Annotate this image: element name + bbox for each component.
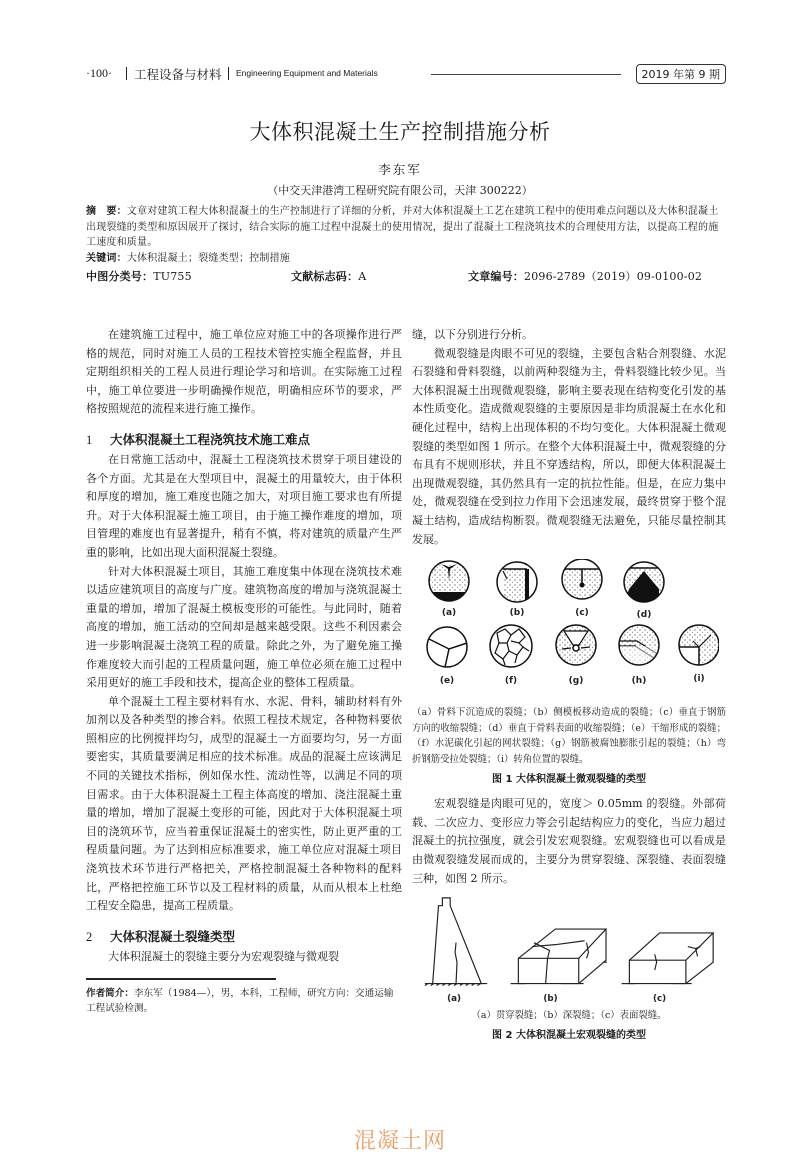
article-title: 大体积混凝土生产控制措施分析 bbox=[249, 120, 551, 144]
section-2-heading bbox=[86, 926, 402, 948]
footnote-label: 作者简介： bbox=[86, 987, 134, 999]
doc-code-label: 文献标志码： bbox=[291, 270, 359, 283]
article-no-label: 文章编号： bbox=[468, 270, 524, 283]
panel-g bbox=[554, 625, 598, 667]
section-title: 大体积混凝土工程浇筑技术施工难点 bbox=[110, 431, 311, 447]
fig1-label-a: (a) bbox=[441, 608, 457, 619]
article-number bbox=[468, 269, 702, 285]
fig2-label-c: (c) bbox=[652, 994, 667, 1005]
footnote-rule bbox=[86, 978, 276, 980]
author-footnote bbox=[86, 986, 402, 1016]
paragraph: 单个混凝土工程主要材料有水、水泥、骨料，辅助材料有外加剂以及各种类型的掺合料。依照工程技术规定，各种物料要依照相应的比例搅拌均匀，成型的混凝土一方面要均匀，另一方面要密实，其质量要满足相应的技术标准。成品的混凝土应该满足不同的关键技术指标，例如保水性、流动性等，以满足不同的项目需求。由于大体积混凝土工程主体高度的增加、浇注混凝土重量的增加，增加了混凝土变形的可能，因此对于大体积混凝土项目的浇筑环节，应当着重保证混凝土的密实性，防止更严重的工程质量问题。为了达到相应标准要求，施工单位应对混凝土项目浇筑技术环节进行严格把关，严格控制混凝土各种物料的配料比，严格把控施工环节以及工程材料的质量，从而从根本上杜绝工程安全隐患，提高工程质量。 bbox=[86, 694, 402, 913]
abstract bbox=[86, 204, 726, 251]
section-title: 大体积混凝土裂缝类型 bbox=[110, 928, 236, 944]
paragraph: 在日常施工活动中，混凝土工程浇筑技术贯穿于项目建设的各个方面。尤其是在大型项目中，混凝土的用量较大，由于体积和厚度的增加，施工难度也随之加大，对项目施工要求也有所提升。对于大体积混凝土施工项目，由于施工操作难度的增加，项目管理的难度也有显著提升，稍有不慎，将对建筑的质量产生严重的影响，比如出现大面积混凝土裂缝。 bbox=[86, 452, 402, 559]
fig1-label-d: (d) bbox=[636, 610, 652, 621]
document-code bbox=[291, 269, 366, 285]
abstract-text: 文章对建筑工程大体积混凝土的生产控制进行了详细的分析，并对大体积混凝土工艺在建筑工程中的使用难点问题以及大体积混凝土出现裂缝的类型和原因展开了探讨，结合实际的施工过程中混凝土的使用情况，提出了混凝土工程浇筑技术的合理使用方法，以提高工程的施工速度和质量。 bbox=[86, 206, 719, 248]
fig1-label-b: (b) bbox=[509, 608, 525, 619]
header-rule bbox=[431, 74, 621, 75]
clc-number bbox=[86, 269, 192, 285]
journal-name-en: Engineering Equipment and Materials bbox=[236, 68, 378, 78]
fig1-label-f: (f) bbox=[504, 676, 518, 687]
footnote-text: 李东军（1984—），男，本科，工程师，研究方向：交通运输工程试验检测。 bbox=[86, 987, 394, 1014]
figure-1-micro-cracks bbox=[419, 559, 719, 699]
page-number: ·100· bbox=[86, 66, 112, 80]
left-column bbox=[86, 326, 402, 1016]
header-divider bbox=[228, 67, 229, 80]
paragraph: 大体积混凝土的裂缝主要分为宏观裂缝与微观裂 bbox=[108, 949, 339, 963]
section-1-heading bbox=[86, 429, 402, 451]
article-no-value: 2096-2789（2019）09-0100-02 bbox=[524, 270, 703, 283]
fig2-label-a: (a) bbox=[447, 994, 462, 1005]
panel-a bbox=[427, 561, 471, 604]
panel-a-through-crack bbox=[425, 898, 487, 986]
fig1-label-e: (e) bbox=[439, 676, 455, 687]
author-affiliation: （中交天津港湾工程研究院有限公司，天津 300222） bbox=[267, 184, 533, 197]
fig2-label-b: (b) bbox=[543, 994, 558, 1005]
fig1-label-i: (i) bbox=[693, 674, 705, 685]
paragraph: 宏观裂缝是肉眼可见的，宽度＞ 0.05mm 的裂缝。外部荷载、二次应力、变形应力等会引起结构应力的变化，当应力超过混凝土的抗拉强度，就会引发宏观裂缝。宏观裂缝也可以看成是由微观裂缝发展而成的，主要分为贯穿裂缝、深裂缝、表面裂缝三种，如图 2 所示。 bbox=[412, 797, 726, 885]
journal-name-cn: 工程设备与材料 bbox=[134, 67, 222, 82]
fig1-label-g: (g) bbox=[568, 676, 584, 687]
section-number: 1 bbox=[86, 432, 93, 447]
clc-value: TU755 bbox=[153, 270, 192, 283]
panel-d bbox=[622, 562, 666, 604]
running-header bbox=[86, 64, 726, 84]
panel-b bbox=[497, 562, 537, 605]
clc-label: 中图分类号： bbox=[86, 270, 154, 283]
right-column bbox=[412, 326, 726, 1051]
figure-2-macro-cracks bbox=[412, 894, 726, 1006]
panel-c-surface-crack bbox=[622, 933, 714, 984]
keywords-text: 大体积混凝土；裂缝类型；控制措施 bbox=[126, 252, 291, 264]
panel-e bbox=[427, 627, 467, 667]
article-metadata bbox=[86, 269, 726, 287]
panel-c bbox=[560, 559, 604, 601]
figure-1-caption: （a）骨料下沉造成的裂缝；（b）侧模板移动造成的裂缝；（c）垂直于钢筋方向的收缩裂缝；（d）垂直于骨料表面的收缩裂缝；（e）干缩形成的裂缝；（f）水泥碳化引起的网状裂缝；（g）钢筋被腐蚀膨胀引起的裂缝；（h）弯折钢筋受拉处裂缝；（i）转角位置的裂缝。 bbox=[412, 707, 726, 765]
panel-i bbox=[677, 625, 719, 667]
author-name: 李东军 bbox=[378, 162, 422, 177]
panel-f bbox=[490, 625, 532, 667]
keywords bbox=[86, 251, 726, 267]
abstract-label: 摘 要： bbox=[86, 206, 127, 217]
issue-badge: 2019 年第 9 期 bbox=[636, 64, 726, 84]
panel-h bbox=[617, 625, 661, 667]
front-matter bbox=[86, 204, 726, 287]
intro-paragraph: 在建筑施工过程中，施工单位应对施工中的各项操作进行严格的规范，同时对施工人员的工程技术管控实施全程监督，并且定期组织相关的工程人员进行理论学习和培训。在实际施工过程中，施工单位要进一步明确操作规范，明确相应环节的要求，严格按照规范的流程来进行施工操作。 bbox=[86, 328, 402, 416]
site-watermark: 混凝土网 bbox=[353, 1129, 446, 1154]
panel-b-deep-crack bbox=[511, 929, 607, 984]
keywords-label: 关键词： bbox=[86, 252, 127, 264]
section-number: 2 bbox=[86, 929, 93, 944]
doc-code-value: A bbox=[358, 270, 367, 283]
figure-2-title: 图 2 大体积混凝土宏观裂缝的类型 bbox=[492, 1030, 646, 1042]
paragraph: 针对大体积混凝土项目，其施工难度集中体现在浇筑技术难以适应建筑项目的高度与广度。建筑物高度的增加与浇筑混凝土重量的增加，增加了混凝土模板变形的可能性。与此同时，随着高度的增加，施工活动的空间却是越来越受限。这些不利因素会进一步影响混凝土浇筑工程的质量。除此之外，为了避免施工操作难度较大而引起的工程质量问题，施工单位必须在施工过程中采用更好的施工手段和技术，提高企业的整体工程质量。 bbox=[86, 564, 402, 690]
figure-2-caption: （a）贯穿裂缝；（b）深裂缝；（c）表面裂缝。 bbox=[471, 1010, 667, 1022]
paragraph: 缝，以下分别进行分析。 bbox=[412, 328, 533, 341]
fig1-label-h: (h) bbox=[631, 676, 647, 687]
paragraph: 微观裂缝是肉眼不可见的裂缝，主要包含粘合剂裂缝、水泥石裂缝和骨料裂缝，以前两种裂缝为主，骨料裂缝比较少见。当大体积混凝土出现微观裂缝，影响主要表现在结构变化引发的基本性质变化。造成微观裂缝的主要原因是非均质混凝土在水化和硬化过程中，结构上出现体积的不均匀变化。大体积混凝土微观裂缝的类型如图 1 所示。在整个大体积混凝土中，微观裂缝的分布具有不规则形状，并且不穿透结构，所以，即便大体积混凝土出现微观裂缝，其仍然具有一定的抗拉性能。但是，在应力集中处，微观裂缝在受到拉力作用下会迅速发展，最终贯穿于整个混凝土结构，造成结构断裂。微观裂缝无法避免，只能尽量控制其发展。 bbox=[412, 346, 726, 546]
footnote-block bbox=[86, 978, 402, 1016]
header-divider bbox=[126, 67, 127, 80]
fig1-label-c: (c) bbox=[575, 608, 589, 619]
figure-1-title: 图 1 大体积混凝土微观裂缝的类型 bbox=[492, 774, 646, 786]
